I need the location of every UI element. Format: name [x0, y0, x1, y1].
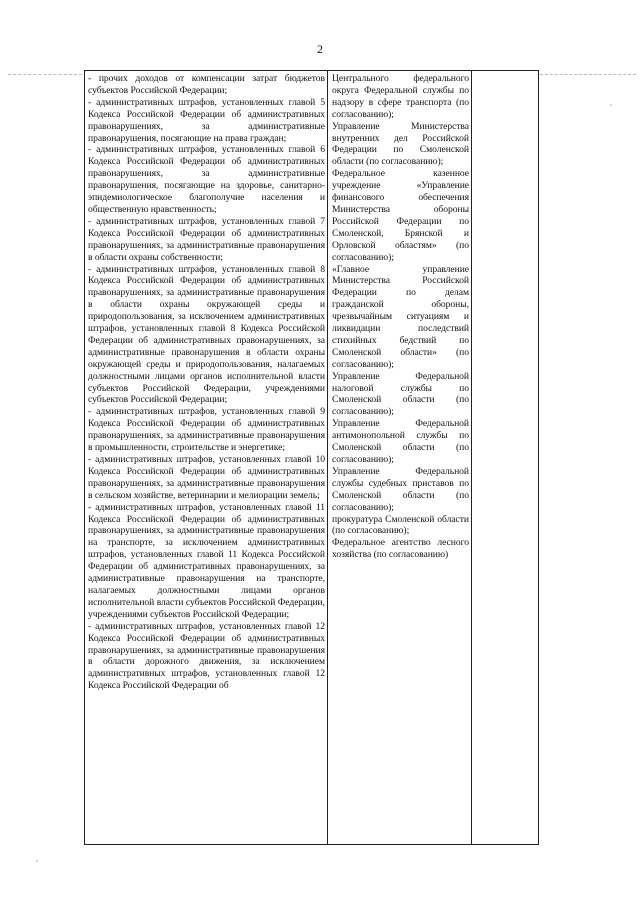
administrator-entry: Федеральное агентство лесного хозяйства (по согласованию) [332, 537, 469, 561]
income-types-column [85, 71, 328, 844]
administrator-entry: прокуратура Смоленской области (по согласованию); [332, 513, 469, 537]
administrator-entry: Управление Федеральной антимонопольной службы по Смоленской области (по согласованию); [332, 418, 469, 465]
scan-speck [36, 860, 38, 862]
blank-column [472, 71, 538, 844]
administrator-entry: Центрального федерального округа Федеральной службы по надзору в сфере транспорта (по согласованию); [332, 73, 469, 120]
income-item: - административных штрафов, установленных главой 5 Кодекса Российской Федерации об административных правонарушениях, за административные правонарушения, посягающие на права граждан; [88, 96, 325, 144]
income-item: - прочих доходов от компенсации затрат бюджетов субъектов Российской Федерации; [88, 73, 325, 96]
administrator-entry: «Главное управление Министерства Российской Федерации по делам гражданской обороны, чрезвычайным ситуациям и ликвидации последствий стихийных бедствий по Смоленской области» (по согласованию); [332, 263, 469, 370]
income-item: - административных штрафов, установленных главой 6 Кодекса Российской Федерации об административных правонарушениях, за административные правонарушения, посягающие на здоровье, санитарно-эпидемиологическое благополучие населения и общественную нравственность; [88, 144, 325, 215]
page-number: 2 [317, 42, 323, 56]
administrator-entry: Управление Министерства внутренних дел Российской Федерации по Смоленской области (по согласованию); [332, 120, 469, 168]
income-item: - административных штрафов, установленных главой 9 Кодекса Российской Федерации об административных правонарушениях, за административные правонарушения в промышленности, строительстве и энергетике; [88, 406, 325, 454]
scan-speck [610, 104, 612, 106]
right-margin-rule [540, 74, 636, 75]
administrator-entry: Управление Федеральной налоговой службы по Смоленской области (по согласованию); [332, 370, 469, 418]
income-item: - административных штрафов, установленных главой 12 Кодекса Российской Федерации об административных правонарушениях, за административные правонарушения в области дорожного движения, за исключением административных штрафов, установленных главой 12 Кодекса Российской Федерации об [88, 620, 325, 692]
administrators-column [328, 71, 472, 844]
income-item: - административных штрафов, установленных главой 11 Кодекса Российской Федерации об административных правонарушениях, за административные правонарушения на транспорте, за исключением административных штрафов, установленных главой 11 Кодекса Российской Федерации об административных правонарушениях, за административные правонарушения на транспорте, налагаемых должностными лицами органов исполнительной власти субъектов Российской Федерации, учреждениями субъектов Российской Федерации; [88, 501, 325, 620]
document-table [84, 70, 539, 845]
income-item: - административных штрафов, установленных главой 7 Кодекса Российской Федерации об административных правонарушениях, за административные правонарушения в области охраны собственности; [88, 215, 325, 263]
administrator-entry: Управление Федеральной службы судебных приставов по Смоленской области (по согласованию); [332, 465, 469, 513]
income-item: - административных штрафов, установленных главой 8 Кодекса Российской Федерации об административных правонарушениях, за административные правонарушения в области охраны окружающей среды и природопользования, за исключением административных штрафов, установленных главой 8 Кодекса Российской Федерации об административных правонарушениях, за административные правонарушения в области охраны окружающей среды и природопользования, налагаемых должностными лицами органов исполнительной власти субъектов Российской Федерации, учреждениями субъектов Российской Федерации; [88, 263, 325, 406]
left-margin-rule [8, 74, 82, 75]
administrator-entry: Федеральное казенное учреждение «Управление финансового обеспечения Министерства обороны Российской Федерации по Смоленской, Брянской и Орловской областям» (по согласованию); [332, 168, 469, 263]
income-item: - административных штрафов, установленных главой 10 Кодекса Российской Федерации об административных правонарушениях, за административные правонарушения в сельском хозяйстве, ветеринарии и мелиорации земель; [88, 454, 325, 501]
